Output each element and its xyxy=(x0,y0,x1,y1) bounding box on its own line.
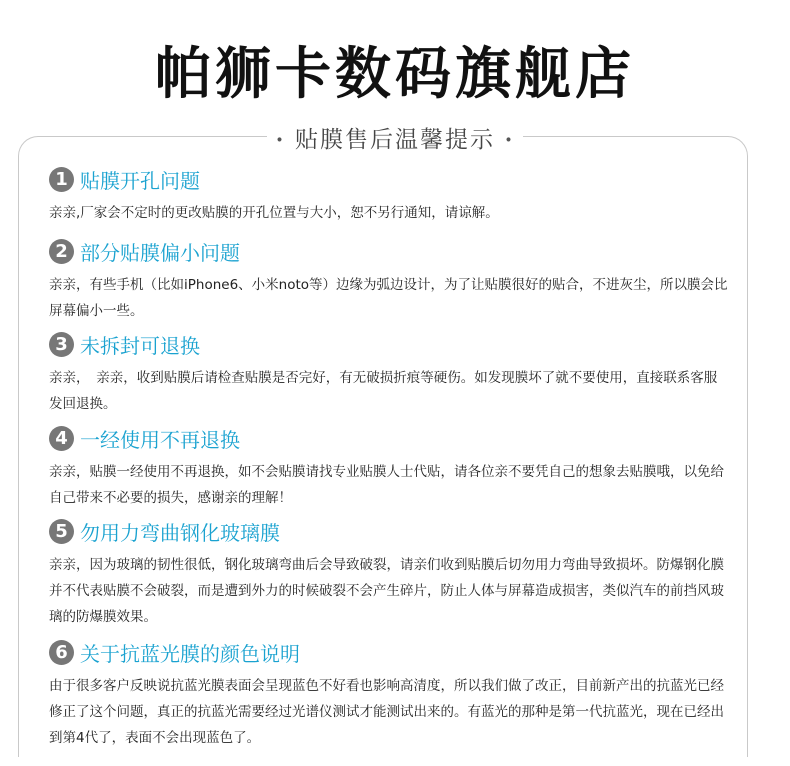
banner-dot-left: • xyxy=(275,132,286,149)
store-title: 帕狮卡数码旗舰店 xyxy=(155,42,635,107)
section-number-badge: 1 xyxy=(49,167,74,192)
section-number-badge: 2 xyxy=(49,239,74,264)
section-number-badge: 3 xyxy=(49,332,74,357)
banner-title: 贴膜售后温馨提示 xyxy=(295,127,495,153)
section-heading: 一经使用不再退换 xyxy=(80,427,240,452)
section-body: 亲亲,厂家会不定时的更改贴膜的开孔位置与大小，恕不另行通知，请谅解。 xyxy=(49,205,499,221)
section-heading: 关于抗蓝光膜的颜色说明 xyxy=(80,641,300,666)
notice-section-3 xyxy=(49,329,729,417)
section-body: 亲亲， 亲亲，收到贴膜后请检查贴膜是否完好，有无破损折痕等硬伤。如发现膜坏了就不要使用，直接联系客服发回退换。 xyxy=(49,370,718,412)
notice-section-2 xyxy=(49,236,729,324)
section-heading: 勿用力弯曲钢化玻璃膜 xyxy=(80,520,280,545)
section-body: 亲亲，因为玻璃的韧性很低，钢化玻璃弯曲后会导致破裂，请亲们收到贴膜后切勿用力弯曲导致损坏。防爆钢化膜并不代表贴膜不会破裂，而是遭到外力的时候破裂不会产生碎片，防止人体与屏幕造成损害，类似汽车的前挡风玻璃的防爆膜效果。 xyxy=(49,557,724,625)
section-number-badge: 5 xyxy=(49,519,74,544)
section-body: 由于很多客户反映说抗蓝光膜表面会呈现蓝色不好看也影响高清度，所以我们做了改正，目前新产出的抗蓝光已经修正了这个问题，真正的抗蓝光需要经过光谱仪测试才能测试出来的。有蓝光的那种是第一代抗蓝光，现在已经出到第4代了，表面不会出现蓝色了。 xyxy=(49,678,724,746)
section-number-badge: 4 xyxy=(49,426,74,451)
banner-dot-right: • xyxy=(504,132,515,149)
section-body: 亲亲，贴膜一经使用不再退换，如不会贴膜请找专业贴膜人士代贴，请各位亲不要凭自己的想象去贴膜哦，以免给自己带来不必要的损失，感谢亲的理解！ xyxy=(49,464,724,506)
section-heading: 部分贴膜偏小问题 xyxy=(80,240,240,265)
section-number-badge: 6 xyxy=(49,640,74,665)
notice-section-6 xyxy=(49,637,729,751)
notice-section-4 xyxy=(49,423,729,511)
notice-section-5 xyxy=(49,516,729,630)
notice-section-1 xyxy=(49,164,729,226)
section-body: 亲亲，有些手机（比如iPhone6、小米noto等）边缘为弧边设计，为了让贴膜很好的贴合，不进灰尘，所以膜会比屏幕偏小一些。 xyxy=(49,277,728,319)
section-heading: 贴膜开孔问题 xyxy=(80,168,200,193)
section-heading: 未拆封可退换 xyxy=(80,333,200,358)
notice-banner xyxy=(0,121,790,154)
